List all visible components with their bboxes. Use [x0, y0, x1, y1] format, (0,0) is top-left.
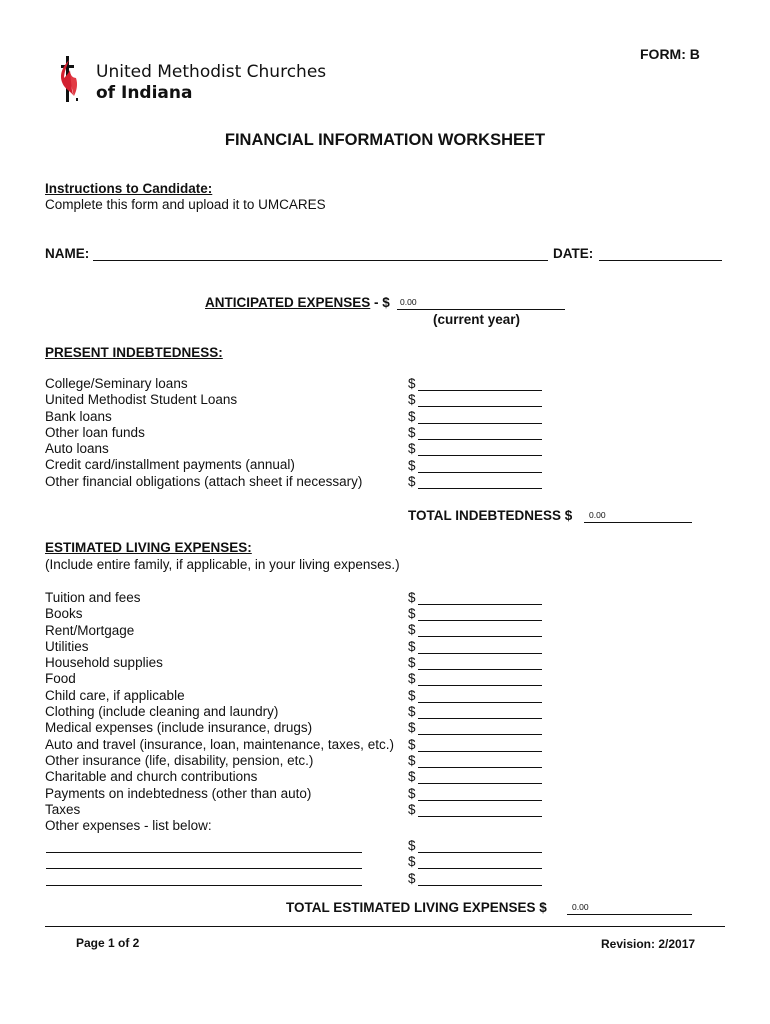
anticipated-expenses-value: 0.00 — [400, 297, 417, 307]
indebtedness-item: Other financial obligations (attach sheet if necessary) — [45, 473, 363, 489]
total-living-expenses-field[interactable] — [567, 914, 692, 915]
amount-field[interactable]: $ — [408, 871, 542, 887]
name-field[interactable] — [93, 260, 548, 261]
cross-and-flame-icon — [58, 56, 80, 102]
amount-field[interactable]: $ — [408, 474, 542, 490]
living-expense-item: Other expenses - list below: — [45, 818, 212, 834]
anticipated-expenses-label: ANTICIPATED EXPENSES — [205, 295, 371, 310]
living-expense-item: Utilities — [45, 638, 89, 654]
amount-field[interactable]: $ — [408, 854, 542, 870]
living-expense-item: Food — [45, 671, 76, 687]
amount-field[interactable]: $ — [408, 720, 542, 736]
living-expense-item: Clothing (include cleaning and laundry) — [45, 704, 279, 720]
footer-divider — [45, 926, 725, 927]
total-living-expenses-value: 0.00 — [572, 902, 589, 912]
instructions-heading: Instructions to Candidate: — [45, 181, 213, 196]
amount-field[interactable]: $ — [408, 622, 542, 638]
total-indebtedness-field[interactable] — [584, 522, 692, 523]
indebtedness-item: College/Seminary loans — [45, 376, 188, 391]
instructions-text: Complete this form and upload it to UMCARES — [45, 197, 326, 212]
indebtedness-list — [45, 376, 362, 490]
logo-line-2: of Indiana — [96, 83, 193, 103]
name-label: NAME: — [45, 246, 90, 261]
current-year-label: (current year) — [433, 312, 521, 327]
logo-line-1: United Methodist Churches — [96, 62, 327, 82]
indebtedness-item: Auto loans — [45, 441, 109, 457]
amount-field[interactable]: $ — [408, 769, 542, 785]
form-label: FORM: B — [640, 46, 700, 62]
living-expense-item: Payments on indebtedness (other than auto) — [45, 785, 312, 801]
living-expense-item: Rent/Mortgage — [45, 622, 135, 638]
living-expense-item: Taxes — [45, 801, 81, 817]
amount-field[interactable]: $ — [408, 392, 542, 408]
living-expense-item: Auto and travel (insurance, loan, maintenance, taxes, etc.) — [45, 736, 394, 752]
anticipated-expenses — [205, 295, 390, 310]
amount-field[interactable]: $ — [408, 639, 542, 655]
revision: Revision: 2/2017 — [601, 937, 696, 951]
indebtedness-item: Credit card/installment payments (annual) — [45, 457, 295, 473]
page-number: Page 1 of 2 — [76, 936, 140, 950]
living-expenses-list — [45, 590, 394, 834]
indebtedness-item: United Methodist Student Loans — [45, 392, 238, 408]
living-expense-item: Child care, if applicable — [45, 687, 185, 703]
amount-field[interactable]: $ — [408, 376, 542, 392]
other-expense-description-field[interactable] — [46, 885, 362, 886]
indebtedness-item: Other loan funds — [45, 424, 145, 440]
amount-field[interactable]: $ — [408, 441, 542, 457]
total-indebtedness-label: TOTAL INDEBTEDNESS $ — [408, 508, 573, 523]
living-expense-item: Medical expenses (include insurance, drugs) — [45, 720, 313, 736]
amount-field[interactable]: $ — [408, 802, 542, 818]
amount-field[interactable]: $ — [408, 425, 542, 441]
amount-field[interactable]: $ — [408, 655, 542, 671]
total-living-expenses-label: TOTAL ESTIMATED LIVING EXPENSES $ — [286, 900, 547, 915]
living-expense-item: Charitable and church contributions — [45, 769, 258, 785]
amount-field[interactable]: $ — [408, 786, 542, 802]
amount-field[interactable]: $ — [408, 606, 542, 622]
living-expenses-heading: ESTIMATED LIVING EXPENSES: — [45, 540, 252, 555]
amount-field[interactable]: $ — [408, 409, 542, 425]
living-expense-item: Other insurance (life, disability, pension, etc.) — [45, 752, 314, 768]
date-label: DATE: — [553, 246, 594, 261]
amount-field[interactable]: $ — [408, 590, 542, 606]
living-expense-item: Books — [45, 606, 83, 622]
anticipated-expenses-sep: - $ — [370, 295, 390, 310]
other-expense-description-field[interactable] — [46, 868, 362, 869]
living-expense-item: Tuition and fees — [45, 590, 141, 605]
page-title: FINANCIAL INFORMATION WORKSHEET — [224, 131, 546, 149]
anticipated-expenses-field[interactable] — [397, 309, 565, 310]
total-indebtedness-value: 0.00 — [589, 510, 606, 520]
amount-field[interactable]: $ — [408, 688, 542, 704]
living-expense-item: Household supplies — [45, 655, 163, 671]
amount-field[interactable]: $ — [408, 838, 542, 854]
amount-field[interactable]: $ — [408, 753, 542, 769]
amount-field[interactable]: $ — [408, 458, 542, 474]
amount-field[interactable]: $ — [408, 737, 542, 753]
other-expense-description-field[interactable] — [46, 852, 362, 853]
amount-field[interactable]: $ — [408, 671, 542, 687]
indebtedness-heading: PRESENT INDEBTEDNESS: — [45, 345, 223, 360]
date-field[interactable] — [599, 260, 722, 261]
amount-field[interactable]: $ — [408, 704, 542, 720]
living-expenses-note: (Include entire family, if applicable, in your living expenses.) — [45, 557, 400, 572]
indebtedness-item: Bank loans — [45, 408, 112, 424]
